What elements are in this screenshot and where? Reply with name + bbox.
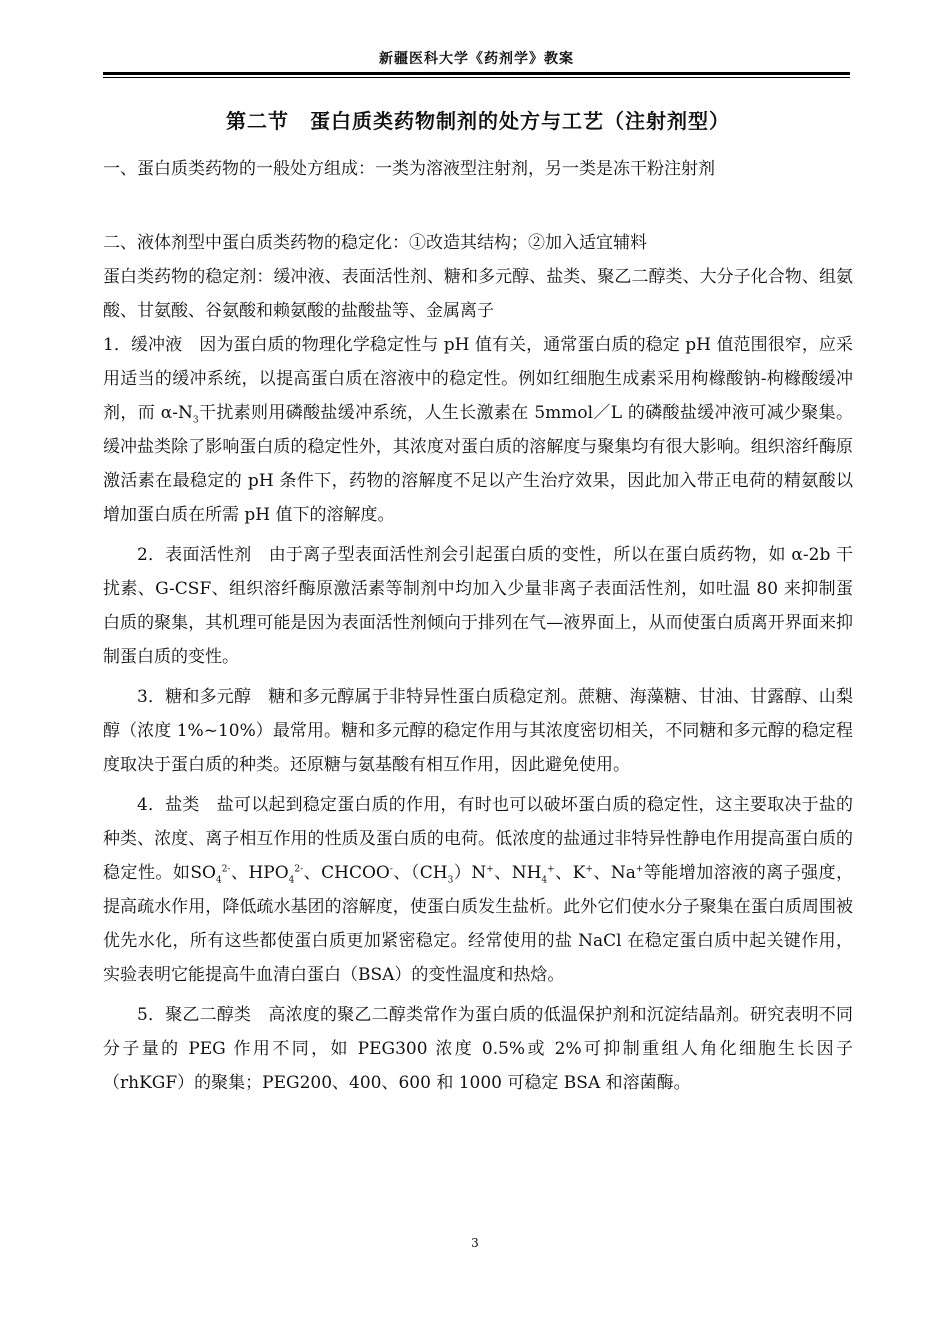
buffer-subscript: 3 <box>192 415 199 426</box>
buffer-text-b: 干扰素则用磷酸盐缓冲系统，人生长激素在 5mmol／L 的磷酸盐缓冲液可减少聚集。缓冲盐类除了影响蛋白质的稳定性外，其浓度对蛋白质的溶解度与聚集均有很大影响。组织溶纤酶原激活素在最稳定的 pH 条件下，药物的溶解度不足以产生治疗效果，因此加入带正电荷的精氨酸以增加蛋白质在所需 pH 值下的溶解度。 <box>103 403 853 525</box>
header-rule-thin <box>103 77 850 78</box>
acetate-formula: CHCOO- <box>321 863 393 883</box>
page-content <box>103 100 853 1100</box>
spacer <box>103 186 853 226</box>
stabilizers-paragraph: 蛋白类药物的稳定剂：缓冲液、表面活性剂、糖和多元醇、盐类、聚乙二醇类、大分子化合物、组氨酸、甘氨酸、谷氨酸和赖氨酸的盐酸盐等、金属离子 <box>103 267 853 321</box>
salt-paragraph: 4．盐类 盐可以起到稳定蛋白质的作用，有时也可以破坏蛋白质的稳定性，这主要取决于盐的种类、浓度、离子相互作用的性质及蛋白质的电荷。低浓度的盐通过非特异性静电作用提高蛋白质的稳定性。如$SO_4^{2-}$、$HPO_4^{2-}$、CHCOO-、$(CH_3)N^+$、$NH_4^+$、K+、Na+等能增加溶液的离子强度，提高疏水作用，降低疏水基团的溶解度，使蛋白质发生盐析。此外它们使水分子聚集在蛋白质周围被优先水化，所有这些都使蛋白质更加紧密稳定。经常使用的盐 NaCl 在稳定蛋白质中起关键作用，实验表明它能提高牛血清白蛋白（BSA）的变性温度和热焓。 <box>103 795 854 985</box>
page-number: 3 <box>471 1236 479 1250</box>
section-2-heading: 二、液体剂型中蛋白质类药物的稳定化：①改造其结构；②加入适宜辅料 <box>103 233 647 253</box>
section-title: 第二节 蛋白质类药物制剂的处方与工艺（注射剂型） <box>226 109 730 133</box>
buffer-text-a: 1．缓冲液 因为蛋白质的物理化学稳定性与 pH 值有关，通常蛋白质的稳定 pH 值范围很窄，应采用适当的缓冲系统，以提高蛋白质在溶液中的稳定性。例如红细胞生成素采用枸橼酸钠-枸橼酸缓冲剂，而 α-N <box>103 335 853 423</box>
section-1-heading: 一、蛋白质类药物的一般处方组成：一类为溶液型注射剂，另一类是冻干粉注射剂 <box>103 159 715 179</box>
ammonium-formula: $NH_4^+$ <box>511 863 555 886</box>
potassium-formula: K+ <box>572 863 593 883</box>
hydrogen-phosphate-formula: $HPO_4^{2-}$ <box>248 863 304 886</box>
surfactant-paragraph: 2．表面活性剂 由于离子型表面活性剂会引起蛋白质的变性，所以在蛋白质药物，如 α-2b 干扰素、G-CSF、组织溶纤酶原激活素等制剂中均加入少量非离子表面活性剂，如吐温 80 来抑制蛋白质的聚集，其机理可能是因为表面活性剂倾向于排列在气—液界面上，从而使蛋白质离开界面来抑制蛋白质的变性。 <box>103 545 853 667</box>
salt-text-b: 等能增加溶液的离子强度，提高疏水作用，降低疏水基团的溶解度，使蛋白质发生盐析。此外它们使水分子聚集在蛋白质周围被优先水化，所有这些都使蛋白质更加紧密稳定。经常使用的盐 NaCl 在稳定蛋白质中起关键作用，实验表明它能提高牛血清白蛋白（BSA）的变性温度和热焓。 <box>103 863 854 985</box>
sugar-polyol-paragraph: 3．糖和多元醇 糖和多元醇属于非特异性蛋白质稳定剂。蔗糖、海藻糖、甘油、甘露醇、山梨醇（浓度 1%~10%）最常用。糖和多元醇的稳定作用与其浓度密切相关，不同糖和多元醇的稳定程度取决于蛋白质的种类。还原糖与氨基酸有相互作用，因此避免使用。 <box>103 687 853 775</box>
peg-paragraph: 5．聚乙二醇类 高浓度的聚乙二醇类常作为蛋白质的低温保护剂和沉淀结晶剂。研究表明不同分子量的 PEG 作用不同，如 PEG300 浓度 0.5%或 2%可抑制重组人角化细胞生长因子（rhKGF）的聚集；PEG200、400、600 和 1000 可稳定 BSA 和溶菌酶。 <box>103 1005 853 1093</box>
sodium-formula: Na+ <box>610 863 644 883</box>
header-rule-thick <box>103 72 850 75</box>
salt-text-a: 4．盐类 盐可以起到稳定蛋白质的作用，有时也可以破坏蛋白质的稳定性，这主要取决于盐的种类、浓度、离子相互作用的性质及蛋白质的电荷。低浓度的盐通过非特异性静电作用提高蛋白质的稳定性。如 <box>103 795 853 883</box>
buffer-paragraph <box>103 328 853 532</box>
ammonium-alkyl-formula: $(CH_3)N^+$ <box>410 863 494 886</box>
page-header: 新疆医科大学《药剂学》教案 <box>379 51 574 67</box>
sulfate-formula: $SO_4^{2-}$ <box>190 863 231 886</box>
